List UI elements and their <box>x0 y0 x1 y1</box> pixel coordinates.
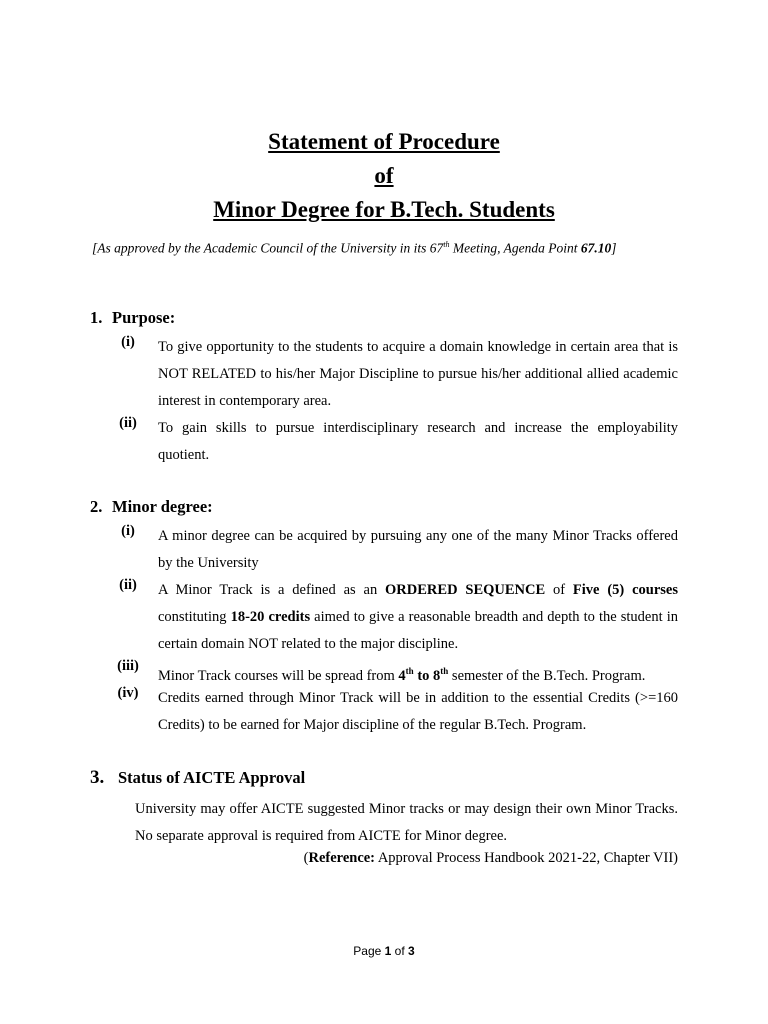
agenda-point: 67.10 <box>580 240 612 256</box>
reference-open: ( <box>303 850 309 866</box>
item-numeral: (iii) <box>117 658 139 674</box>
approval-note-suffix: Meeting, Agenda Point <box>449 240 581 256</box>
item-numeral: (iv) <box>117 685 139 701</box>
section-title: Purpose: <box>112 308 176 327</box>
bold-run: 18-20 credits <box>230 609 311 625</box>
title-line-3: Minor Degree for B.Tech. Students <box>213 197 555 222</box>
page-footer <box>0 944 768 958</box>
text-run: Minor Track courses will be spread from <box>158 667 399 684</box>
current-page-number: 1 <box>384 944 392 958</box>
list-item <box>108 685 678 739</box>
item-numeral: (ii) <box>119 577 137 593</box>
section-number: 3. <box>90 767 105 788</box>
list-item <box>108 577 678 658</box>
section-purpose-heading <box>90 308 175 328</box>
superscript: th <box>440 666 449 676</box>
title-line-1: Statement of Procedure <box>268 129 500 154</box>
approval-note <box>92 240 617 257</box>
footer-page-word: Page <box>353 944 385 958</box>
bold-run: 4 <box>398 667 406 684</box>
bold-run: Five (5) courses <box>572 582 678 598</box>
text-run: aimed to give a reasonable breadth and depth to the student in certain domain NOT related to the major discipline. <box>158 609 678 652</box>
section-minor-degree-heading <box>90 497 213 517</box>
text-run: of <box>545 582 573 598</box>
section-aicte-heading <box>90 767 305 789</box>
aicte-paragraph: University may offer AICTE suggested Minor tracks or may design their own Minor Tracks. No separate approval is required from AICTE for Minor degree. <box>135 801 678 844</box>
total-page-number: 3 <box>408 944 415 958</box>
reference-text: Approval Process Handbook 2021-22, Chapter VII) <box>375 850 678 866</box>
item-text: To give opportunity to the students to acquire a domain knowledge in certain area that is NOT RELATED to his/her Major Discipline to pursue his/her additional allied academic interest in contemporary area. <box>158 339 678 409</box>
approval-note-prefix: [As approved by the Academic Council of the University in its 67 <box>92 240 444 256</box>
document-title <box>0 125 768 227</box>
footer-of-word: of <box>391 944 409 958</box>
item-numeral: (i) <box>121 334 135 350</box>
bold-run: to 8 <box>413 667 441 684</box>
item-text: To gain skills to pursue interdisciplinary research and increase the employability quotient. <box>158 420 678 463</box>
item-text: Credits earned through Minor Track will be in addition to the essential Credits (>=160 Credits) to be earned for Major discipline of the regular B.Tech. Program. <box>158 690 678 733</box>
item-text <box>158 577 678 658</box>
item-numeral: (i) <box>121 523 135 539</box>
approval-note-superscript: th <box>443 240 450 249</box>
text-run: constituting <box>158 609 231 625</box>
list-item <box>108 415 678 469</box>
reference-line <box>304 850 678 867</box>
title-line-2: of <box>374 163 394 188</box>
list-item <box>108 523 678 577</box>
text-run: semester of the B.Tech. Program. <box>448 667 646 684</box>
item-numeral: (ii) <box>119 415 137 431</box>
section-title: Status of AICTE Approval <box>118 768 306 787</box>
bold-run: ORDERED SEQUENCE <box>385 582 546 598</box>
text-run: A Minor Track is a defined as an <box>158 582 386 598</box>
list-item <box>108 334 678 415</box>
section-title: Minor degree: <box>112 497 213 516</box>
approval-note-close: ] <box>611 240 617 256</box>
reference-label: Reference: <box>308 850 376 866</box>
item-text: A minor degree can be acquired by pursuing any one of the many Minor Tracks offered by the University <box>158 528 678 571</box>
superscript: th <box>405 666 414 676</box>
section-number: 1. <box>90 308 103 327</box>
section-number: 2. <box>90 497 103 516</box>
